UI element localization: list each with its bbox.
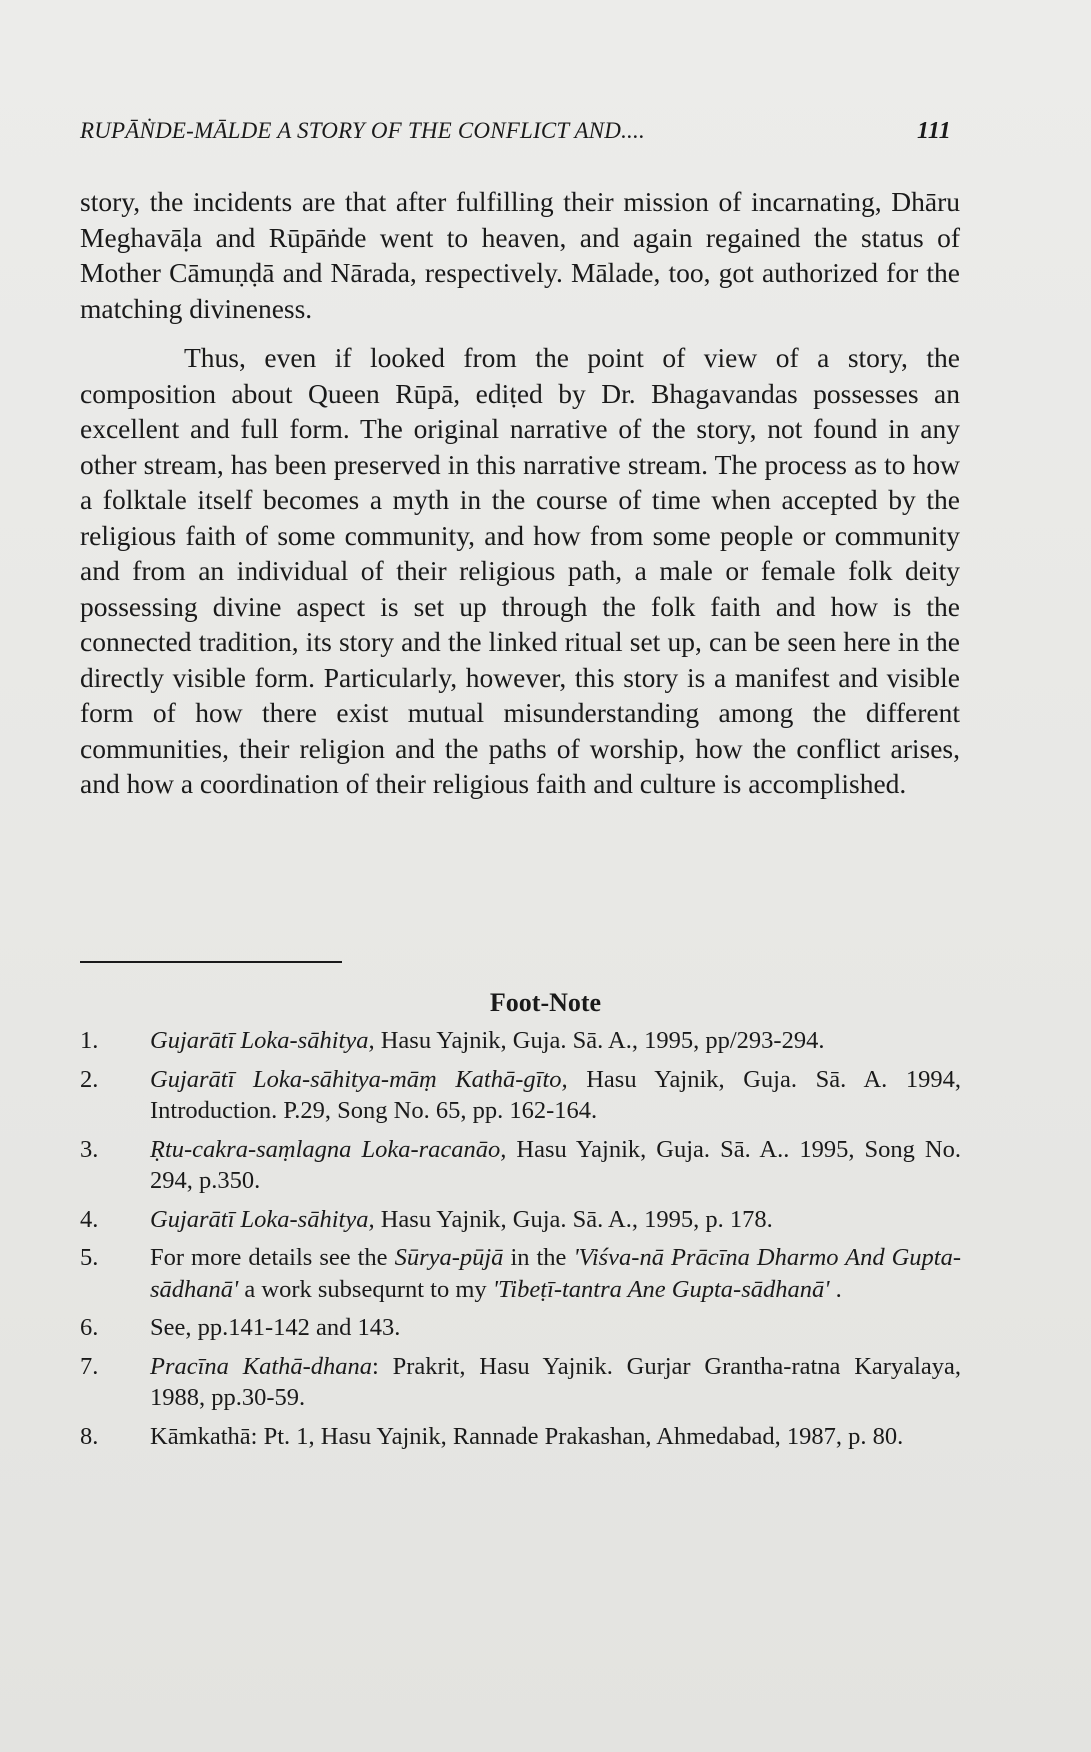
footnote-title: Foot-Note	[489, 988, 602, 1017]
footnote-connector-2: a work subsequrnt to my	[238, 1275, 493, 1303]
footnote-citation: .	[829, 1275, 842, 1303]
footnote-title-italic: Pracīna Kathā-dhana	[150, 1352, 373, 1380]
footnote-4	[80, 1204, 961, 1236]
footnote-text	[150, 1204, 961, 1236]
footnote-citation: Hasu Yajnik, Guja. Sā. A.. 1995, Song No. 294, p.350.	[150, 1135, 961, 1194]
footnote-citation: : Prakrit, Hasu Yajnik. Gurjar Grantha-ratna Karyalaya, 1988, pp.30-59.	[150, 1352, 961, 1411]
footnote-8	[80, 1421, 961, 1453]
footnote-text	[150, 1134, 961, 1197]
footnote-text	[150, 1351, 961, 1414]
running-title: RUPĀṄDE-MĀLDE A STORY OF THE CONFLICT AND....	[80, 118, 645, 143]
footnote-text	[150, 1025, 961, 1057]
footnote-title-italic: Gujarātī Loka-sāhitya,	[150, 1027, 375, 1054]
footnote-number: 7.	[80, 1352, 99, 1380]
footnote-number: 3.	[80, 1135, 99, 1163]
footnote-text: Kāmkathā: Pt. 1, Hasu Yajnik, Rannade Prakashan, Ahmedabad, 1987, p. 80.	[150, 1422, 904, 1450]
footnote-1	[80, 1025, 961, 1057]
footnote-2	[80, 1064, 961, 1127]
footnote-3	[80, 1134, 961, 1197]
footnote-title-italic: Sūrya-pūjā	[394, 1244, 504, 1271]
footnote-text: See, pp.141-142 and 143.	[150, 1314, 401, 1341]
footnote-number: 1.	[80, 1027, 99, 1054]
footnote-number: 6.	[80, 1314, 99, 1341]
footnote-connector: in the	[503, 1244, 574, 1271]
footnote-work-italic: 'Viśva-nā Prācīna Dharmo And Gupta-sādhanā'	[150, 1244, 961, 1303]
footnote-text	[150, 1064, 961, 1127]
footnote-citation: Hasu Yajnik, Guja. Sā. A., 1995, p. 178.	[374, 1205, 773, 1233]
footnote-work-italic-2: 'Tibeṭī-tantra Ane Gupta-sādhanā'	[492, 1275, 830, 1303]
page-number: 111	[917, 118, 951, 144]
footnote-text	[150, 1242, 961, 1305]
running-header	[80, 118, 951, 145]
main-text	[80, 184, 960, 802]
footnote-citation: Hasu Yajnik, Guja. Sā. A. 1994, Introduction. P.29, Song No. 65, pp. 162-164.	[150, 1065, 961, 1124]
footnote-number: 8.	[80, 1422, 99, 1450]
footnote-citation: Hasu Yajnik, Guja. Sā. A., 1995, pp/293-294.	[374, 1027, 825, 1054]
footnote-number: 2.	[80, 1065, 99, 1093]
footnote-6	[80, 1312, 961, 1344]
footnote-title-italic: Ṛtu-cakra-saṃlagna Loka-racanāo,	[150, 1135, 507, 1163]
footnote-divider	[80, 961, 342, 963]
paragraph-2: Thus, even if looked from the point of view of a story, the composition about Queen Rūpā, ediṭed by Dr. Bhagavandas possesses an excellent and full form. The original narrative of the story, not found in any other stream, has been preserved in this narrative stream. The process as to how a folktale itself becomes a myth in the course of time when accepted by the religious faith of some community, and how from some people or community and from an individual of their religious path, a male or female folk deity possessing divine aspect is set up through the folk faith and how is the connected tradition, its story and the linked ritual set up, can be seen here in the directly visible form. Particularly, however, this story is a manifest and visible form of how there exist mutual misunderstanding among the different communities, their religion and the paths of worship, how the conflict arises, and how a coordination of their religious faith and culture is accomplished.	[80, 342, 960, 799]
footnote-title-italic: Gujarātī Loka-sāhitya,	[150, 1205, 375, 1233]
paragraph-1: story, the incidents are that after fulfilling their mission of incarnating, Dhāru Meghavāḷa and Rūpāṅde went to heaven, and again regained the status of Mother Cāmuṇḍā and Nārada, respectively. Mālade, too, got authorized for the matching divineness.	[80, 186, 960, 324]
footnote-number: 4.	[80, 1205, 99, 1233]
footnote-list	[80, 1025, 961, 1459]
footnote-7	[80, 1351, 961, 1414]
footnote-title-italic: Gujarātī Loka-sāhitya-māṃ Kathā-gīto,	[150, 1065, 568, 1093]
footnote-5	[80, 1242, 961, 1305]
footnote-number: 5.	[80, 1244, 99, 1271]
footnote-lead: For more details see the	[150, 1244, 395, 1271]
